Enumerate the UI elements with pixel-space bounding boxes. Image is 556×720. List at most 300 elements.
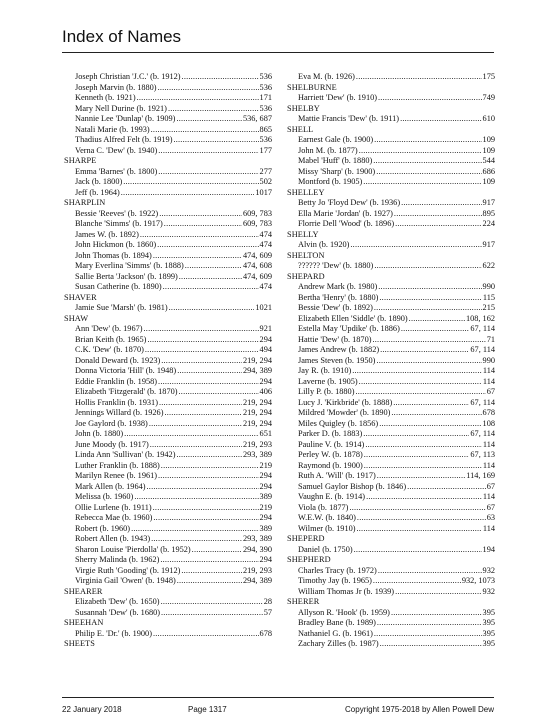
entry-name: Emma 'Barnes' (b. 1800) [75,166,158,176]
index-entry [64,461,272,472]
dot-leader [151,534,242,545]
footer-date: 22 January 2018 [62,705,122,714]
dot-leader [176,450,241,461]
index-entry [64,492,272,503]
entry-name: Hattie 'Dew' (b. 1870) [298,334,372,344]
index-entry [64,324,272,335]
dot-leader [352,366,482,377]
dot-leader [364,450,470,461]
dot-leader [391,608,482,619]
dot-leader [159,209,242,220]
entry-pages: 175 [482,72,495,81]
surname-heading: SHELLEY [287,187,325,197]
entry-pages: 67 [486,387,495,396]
dot-leader [373,156,481,167]
index-entry [64,555,272,566]
entry-name: John M. (b. 1877) [298,145,358,155]
index-entry [64,545,272,556]
index-entry [64,240,272,251]
dot-leader [169,303,255,314]
index-entry [287,387,495,398]
entry-name: Betty Jo 'Floyd Dew' (b. 1936) [298,198,401,207]
entry-pages: 219, 294 [242,418,272,428]
entry-name: Mary Everlina 'Simms' (b. 1888) [75,261,184,270]
entry-pages: 63 [486,513,495,522]
index-entry [64,377,272,388]
surname-heading: SHAVER [64,292,97,302]
entry-pages: 109 [482,145,495,155]
dot-leader [192,545,242,556]
entry-pages: 114 [482,366,495,375]
entry-name: Donald Deward (b. 1923) [75,355,161,365]
entry-pages: 293, 389 [242,450,272,459]
entry-pages: 622 [482,261,495,270]
index-entry [64,251,272,262]
entry-pages: 921 [259,324,272,333]
entry-name: Wilmer (b. 1910) [298,523,356,533]
entry-pages: 108 [482,418,495,428]
dot-leader [374,135,481,146]
entry-pages: 389 [259,523,272,533]
entry-pages: 395 [482,607,495,617]
entry-name: June Moody (b. 1917) [75,439,149,449]
entry-pages: 67, 114 [470,345,495,354]
index-entry [287,471,495,482]
surname-heading: SHEEHAN [64,618,104,627]
dot-leader [153,251,242,262]
entry-pages: 406 [259,387,272,396]
index-entry [64,93,272,104]
dot-leader [359,377,482,388]
dot-leader [407,482,486,493]
entry-pages: 678 [482,408,495,417]
dot-leader [150,440,242,451]
entry-pages: 932, 1073 [461,576,495,585]
entry-name: Pauline V. (b. 1914) [298,439,365,449]
dot-leader [121,188,255,199]
index-entry [64,503,272,514]
entry-pages: 895 [482,208,495,218]
entry-name: Luther Franklin (b. 1888) [75,460,160,470]
dot-leader [177,576,242,587]
entry-name: Nathaniel G. (b. 1961) [298,628,373,638]
entry-pages: 171 [259,93,272,102]
entry-name: Andrew Mark (b. 1980) [298,282,378,291]
entry-pages: 293, 389 [242,534,272,543]
dot-leader [179,272,242,283]
index-entry [287,72,495,83]
index-entry [287,429,495,440]
entry-name: Mark Allen (b. 1964) [75,481,146,491]
entry-name: Elizabeth 'Fitzgerald' (b. 1870) [75,387,178,396]
entry-pages: 474, 609 [242,250,272,260]
entry-pages: 536 [259,135,272,144]
surname-heading: SHEETS [64,639,96,648]
index-entry [287,314,495,325]
entry-pages: 294, 390 [242,544,272,554]
entry-pages: 67, 114 [470,324,495,333]
index-entry [287,261,495,272]
entry-name: Rebecca Mae (b. 1960) [75,513,153,522]
index-entry [64,83,272,94]
index-entry [64,534,272,545]
entry-pages: 474 [259,240,272,249]
entry-name: Jennings Willard (b. 1926) [75,408,164,417]
index-entry [64,408,272,419]
dot-leader [158,471,259,482]
entry-pages: 294 [259,513,272,522]
entry-pages: 990 [482,355,495,365]
dot-leader [163,282,259,293]
dot-leader [131,524,258,535]
entry-name: Kenneth (b. 1921) [75,93,136,102]
index-entry [287,167,495,178]
page-title: Index of Names [62,27,182,46]
entry-name: Bessie 'Dew' (b. 1892) [298,303,373,312]
entry-pages: 115 [482,292,495,302]
dot-leader [145,345,259,356]
entry-name: Marilyn Renee (b. 1961) [75,471,158,480]
dot-leader [355,387,485,398]
entry-name: W.E.W. (b. 1840) [298,513,356,522]
entry-name: Philip E. 'Dr.' (b. 1900) [75,628,152,638]
dot-leader [158,83,259,94]
index-entry [287,324,495,335]
dot-leader [159,398,242,409]
index-entry [287,335,495,346]
dot-leader [376,356,481,367]
entry-pages: 219 [259,460,272,470]
dot-leader [160,555,258,566]
index-entry [287,366,495,377]
dot-leader [377,618,482,629]
entry-pages: 114 [482,439,495,449]
entry-pages: 544 [482,156,495,165]
entry-pages: 502 [259,177,272,186]
surname-heading: SHELLY [287,229,319,239]
dot-leader [147,335,258,346]
entry-pages: 865 [259,124,272,134]
index-entry [64,209,272,220]
index-entry [287,209,495,220]
dot-leader [173,135,258,146]
entry-name: Parker D. (b. 1883) [298,429,363,438]
footer-rule [62,697,494,698]
footer-page-number: Page 1317 [188,705,227,714]
dot-leader [400,114,481,125]
dot-leader [366,492,482,503]
entry-name: Raymond (b. 1900) [298,460,363,470]
dot-leader [365,440,482,451]
dot-leader [356,72,482,83]
entry-pages: 294, 389 [242,366,272,375]
index-entry [287,219,495,230]
entry-pages: 114 [482,460,495,470]
index-entry [287,513,495,524]
entry-name: Charles Tracy (b. 1972) [298,565,377,575]
dot-leader [379,419,481,430]
entry-name: Zachary Zilles (b. 1987) [298,639,379,648]
entry-name: Vaughn E. (b. 1914) [298,492,366,501]
dot-leader [359,146,482,157]
dot-leader [373,335,486,346]
dot-leader [177,366,242,377]
surname-heading: SHARPLIN [64,198,106,207]
index-entry [287,177,495,188]
dot-leader [395,587,481,598]
surname-heading: SHEPARD [287,271,325,281]
index-entry [287,156,495,167]
dot-leader [168,104,259,115]
dot-leader [401,324,470,335]
index-entry [287,240,495,251]
dot-leader [374,261,481,272]
index-entry [64,576,272,587]
entry-name: James Andrew (b. 1882) [298,345,380,354]
dot-leader [373,576,461,587]
entry-pages: 474, 609 [242,271,272,281]
index-entry [287,566,495,577]
index-entry [64,230,272,241]
dot-leader [380,639,482,650]
entry-pages: 686 [482,166,495,176]
entry-name: Joe Gaylord (b. 1938) [75,418,148,428]
entry-pages: 114 [482,523,495,533]
surname-heading: SHELTON [287,250,325,260]
dot-leader [151,125,259,136]
entry-pages: 1017 [255,187,272,197]
entry-name: Laverne (b. 1905) [298,376,358,386]
entry-pages: 67, 114 [470,397,495,407]
entry-name: Jay R. (b. 1910) [298,366,352,375]
dot-leader [349,503,485,514]
entry-name: Samuel Gaylor Bishop (b. 1846) [298,481,407,491]
entry-pages: 917 [482,198,495,207]
index-entry [287,114,495,125]
entry-pages: 474 [259,229,272,239]
index-entry [64,608,272,619]
entry-pages: 678 [259,628,272,638]
entry-pages: 277 [259,166,272,176]
entry-pages: 67, 114 [470,429,495,438]
surname-heading: SHARPE [64,156,97,165]
index-entry [64,282,272,293]
entry-name: Virginia Gail 'Owen' (b. 1948) [75,576,176,585]
entry-name: ?????? 'Dew' (b. 1880) [298,261,374,270]
entry-pages: 219, 294 [242,355,272,365]
index-entry [287,545,495,556]
entry-name: Verna C. 'Dew' (b. 1940) [75,145,158,155]
entry-name: Ruth A. 'Will' (b. 1917) [298,471,376,480]
entry-pages: 536 [259,103,272,113]
surname-heading: SHERER [287,597,320,606]
entry-pages: 114 [482,376,495,386]
entry-name: Eddie Franklin (b. 1958) [75,376,158,386]
entry-name: John Hickmon (b. 1860) [75,240,157,249]
index-entry [287,461,495,472]
entry-pages: 114 [482,492,495,501]
entry-name: James Steven (b. 1950) [298,355,376,365]
dot-leader [164,408,241,419]
entry-name: Joseph Christian 'J.C.' (b. 1912) [75,72,181,81]
entry-pages: 177 [259,145,272,155]
index-entry [287,524,495,535]
entry-pages: 932 [482,586,495,596]
surname-heading: SHEARER [64,586,103,596]
entry-name: Natali Marie (b. 1993) [75,124,150,134]
entry-name: Sherry Malinda (b. 1962) [75,555,160,564]
entry-pages: 1021 [255,303,272,312]
index-entry [64,72,272,83]
entry-pages: 395 [482,618,495,627]
index-entry [64,356,272,367]
dot-leader [378,93,482,104]
entry-name: Joseph Marvin (b. 1880) [75,82,157,92]
entry-name: Blanche 'Simms' (b. 1917) [75,219,163,228]
index-entry [64,114,272,125]
index-entry [287,450,495,461]
index-entry [64,167,272,178]
dot-leader [374,303,482,314]
entry-name: William Thomas Jr (b. 1939) [298,586,395,596]
surname-heading: SHELBY [287,103,320,113]
entry-name: Montford (b. 1905) [298,177,363,186]
entry-name: Jack (b. 1800) [75,177,123,186]
index-entry [287,482,495,493]
entry-pages: 67, 113 [470,450,495,459]
entry-pages: 108, 162 [465,313,495,323]
index-entry [287,93,495,104]
index-entry [64,513,272,524]
dot-leader [179,387,259,398]
entry-pages: 114, 169 [466,471,495,480]
entry-pages: 395 [482,639,495,648]
entry-name: Brian Keith (b. 1965) [75,334,147,344]
dot-leader [394,209,482,220]
dot-leader [144,324,259,335]
index-entry [64,387,272,398]
entry-pages: 109 [482,177,495,186]
index-entry [64,188,272,199]
entry-name: Susan Catherine (b. 1890) [75,282,162,291]
index-entry [64,345,272,356]
index-entry [287,282,495,293]
entry-pages: 610 [482,114,495,123]
dot-leader [354,545,482,556]
dot-leader [157,240,258,251]
dot-leader [181,566,242,577]
dot-leader [364,461,482,472]
entry-pages: 67 [486,481,495,491]
entry-name: Elizabeth Ellen 'Siddle' (b. 1890) [298,313,408,323]
dot-leader [374,629,482,640]
entry-pages: 651 [259,429,272,438]
entry-name: James W. (b. 1892) [75,229,139,239]
index-entry [64,125,272,136]
entry-pages: 749 [482,93,495,102]
index-entry [287,198,495,209]
entry-name: Thadius Alfred Felt (b. 1919) [75,135,173,144]
index-entry [64,450,272,461]
dot-leader [376,167,481,178]
entry-name: Lucy J. 'Kirkbride' (b. 1888) [298,397,393,407]
entry-name: Jeff (b. 1964) [75,187,120,197]
dot-leader [134,492,258,503]
dot-leader [149,419,242,430]
index-entry [287,587,495,598]
entry-pages: 71 [486,334,495,344]
dot-leader [164,219,242,230]
dot-leader [153,503,259,514]
index-entry [64,566,272,577]
entry-name: Linda Ann 'Sullivan' (b. 1942) [75,450,176,459]
dot-leader [379,293,481,304]
entry-name: Bertha 'Henry' (b. 1880) [298,292,379,302]
entry-name: Sharon Louise 'Pierdolla' (b. 1952) [75,544,191,554]
entry-name: Ann 'Dew' (b. 1967) [75,324,143,333]
entry-name: Susannah 'Dew' (b. 1680) [75,607,161,617]
entry-pages: 224 [482,219,495,228]
index-entry [287,419,495,430]
dot-leader [185,261,242,272]
dot-leader [357,513,486,524]
dot-leader [395,219,481,230]
entry-pages: 294 [259,334,272,344]
index-entry [287,303,495,314]
entry-name: Estella May 'Updike' (b. 1886) [298,324,400,333]
entry-name: Daniel (b. 1750) [298,544,353,554]
dot-leader [158,146,258,157]
index-entry [287,146,495,157]
surname-heading: SHEPHERD [287,555,331,564]
entry-name: Jamie Sue 'Marsh' (b. 1981) [75,303,168,312]
entry-pages: 474, 608 [242,261,272,270]
entry-name: Mabel 'Huff' (b. 1880) [298,156,373,165]
index-column-right [287,72,495,650]
entry-pages: 219, 293 [242,565,272,575]
index-entry [64,398,272,409]
entry-name: Bessie 'Reeves' (b. 1922) [75,208,159,218]
dot-leader [350,240,481,251]
dot-leader [378,282,481,293]
index-entry [64,597,272,608]
entry-name: Ella Marie 'Jordan' (b. 1927) [298,208,393,218]
index-entry [64,335,272,346]
entry-name: Alvin (b. 1920) [298,240,350,249]
entry-pages: 990 [482,282,495,291]
entry-name: Perley W. (b. 1878) [298,450,363,459]
entry-name: Melissa (b. 1960) [75,492,134,501]
index-entry [287,618,495,629]
entry-pages: 57 [263,607,272,617]
index-entry [287,345,495,356]
entry-pages: 219, 294 [242,408,272,417]
entry-pages: 536, 687 [242,114,272,123]
entry-pages: 609, 783 [242,219,272,228]
index-entry [64,219,272,230]
entry-name: John (b. 1880) [75,429,124,438]
index-entry [287,608,495,619]
entry-pages: 294 [259,376,272,386]
index-entry [64,482,272,493]
entry-pages: 932 [482,565,495,575]
dot-leader [158,377,259,388]
header-rule [62,52,494,53]
surname-heading: SHELL [287,124,314,134]
entry-name: Harriett 'Dew' (b. 1910) [298,93,378,102]
entry-pages: 215 [482,303,495,312]
surname-heading: SHEPERD [287,534,325,543]
